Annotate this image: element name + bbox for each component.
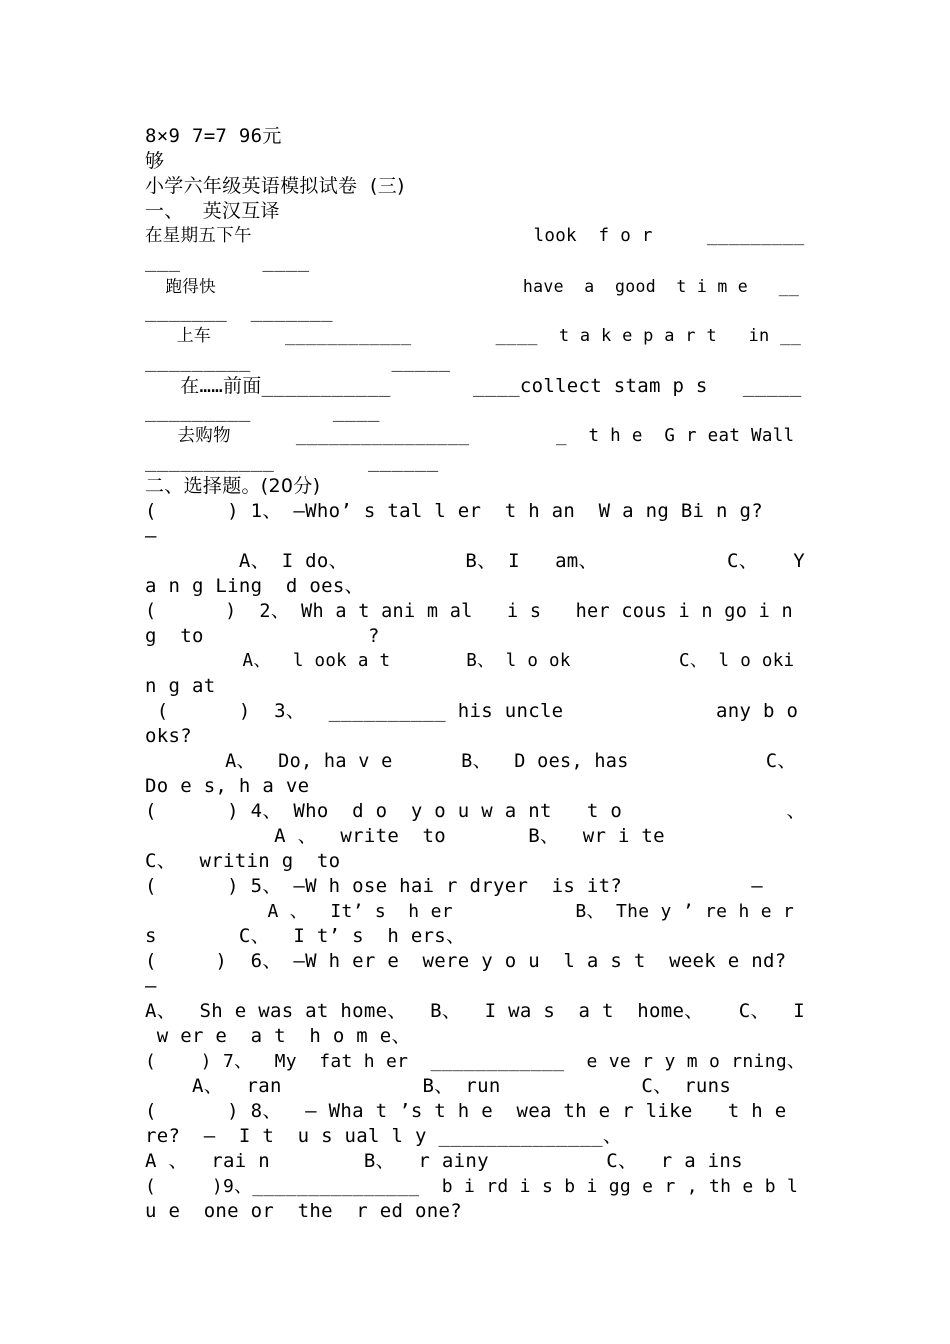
question-line: n g at — [145, 675, 216, 697]
question-5: ( ) 5、 —W h ose hai r dryer is it? — — [145, 875, 763, 897]
question-1-options: A、 I do、 B、 I am、 C、 Y — [145, 550, 805, 572]
question-line: — — [145, 525, 157, 547]
translation-line: 在……前面___________ ____collect stam p s _____ — [145, 375, 802, 397]
question-2-options: A、 l ook a t B、 l o ok C、 l o oki — [145, 651, 795, 671]
question-7-options: A、 ran B、 run C、 runs — [145, 1075, 732, 1097]
translation-line: 上车 ____________ ____ t a k e p a r t in __ — [145, 326, 802, 346]
question-8: ( ) 8、 — Wha t ’s t h e wea th e r like t h e — [145, 1100, 787, 1122]
translation-line: 跑得快 have a good t i m e __ — [145, 277, 800, 296]
translation-line: 去购物 ________________ _ t h e G r eat Wall — [145, 426, 795, 446]
question-1: ( ) 1、 —Who’ s tal l er t h an W a ng Bi n g? — [145, 500, 763, 522]
question-4: ( ) 4、 Who d o y o u w a nt t o 、 — [145, 800, 806, 822]
exam-title: 小学六年级英语模拟试卷 (三) — [145, 175, 405, 197]
section-2-heading: 二、选择题。(20分) — [145, 475, 321, 497]
translation-line: _________ _____ — [145, 350, 451, 372]
question-line: w er e a t h o m e、 — [145, 1025, 411, 1047]
question-3: ( ) 3、 __________ his uncle any b o — [145, 700, 799, 722]
question-7: ( ) 7、 My fat h er ____________ e ve r y m o rning、 — [145, 1051, 806, 1072]
question-line: — — [145, 975, 157, 997]
question-line: re? — I t u s ual l y ______________、 — [145, 1125, 623, 1147]
calc-line: 8×9 7=7 96元 — [145, 125, 282, 147]
translation-line: _________ ____ — [145, 400, 380, 422]
question-9: ( )9、_______________ b i rd i s b i gg e r , th e b l — [145, 1176, 799, 1197]
question-line: oks? — [145, 725, 192, 747]
question-2: ( ) 2、 Wh a t ani m al i s her cous i n go i n — [145, 601, 793, 622]
question-8-options: A 、 rai n B、 r ainy C、 r a ins — [145, 1150, 743, 1172]
question-line: C、 writin g to — [145, 850, 341, 872]
question-line: g to ? — [145, 625, 380, 647]
section-1-heading: 一、 英汉互译 — [145, 200, 280, 222]
question-line: Do e s, h a ve — [145, 775, 310, 797]
calc-result: 够 — [145, 150, 165, 172]
question-3-options: A、 Do, ha v e B、 D oes, has C、 — [145, 751, 797, 772]
translation-line: ___________ ______ — [145, 450, 439, 472]
question-line: u e one or the r ed one? — [145, 1200, 462, 1222]
translation-line: ___ ____ — [145, 250, 310, 272]
question-5-options: A 、 It’ s h er B、 The y ’ re h e r — [145, 901, 795, 922]
question-6: ( ) 6、 —W h er e were y o u l a s t week e nd? — [145, 950, 787, 972]
question-line: a n g Ling d oes、 — [145, 575, 364, 597]
question-6-options: A、 Sh e was at home、 B、 I wa s a t home、 C、 I — [145, 1000, 805, 1022]
translation-line: _______ _______ — [145, 300, 333, 322]
translation-line: 在星期五下午 look f o r _________ — [145, 226, 805, 246]
question-line: s C、 I t’ s h ers、 — [145, 925, 466, 947]
question-4-options: A 、 write to B、 wr i te — [145, 825, 665, 847]
